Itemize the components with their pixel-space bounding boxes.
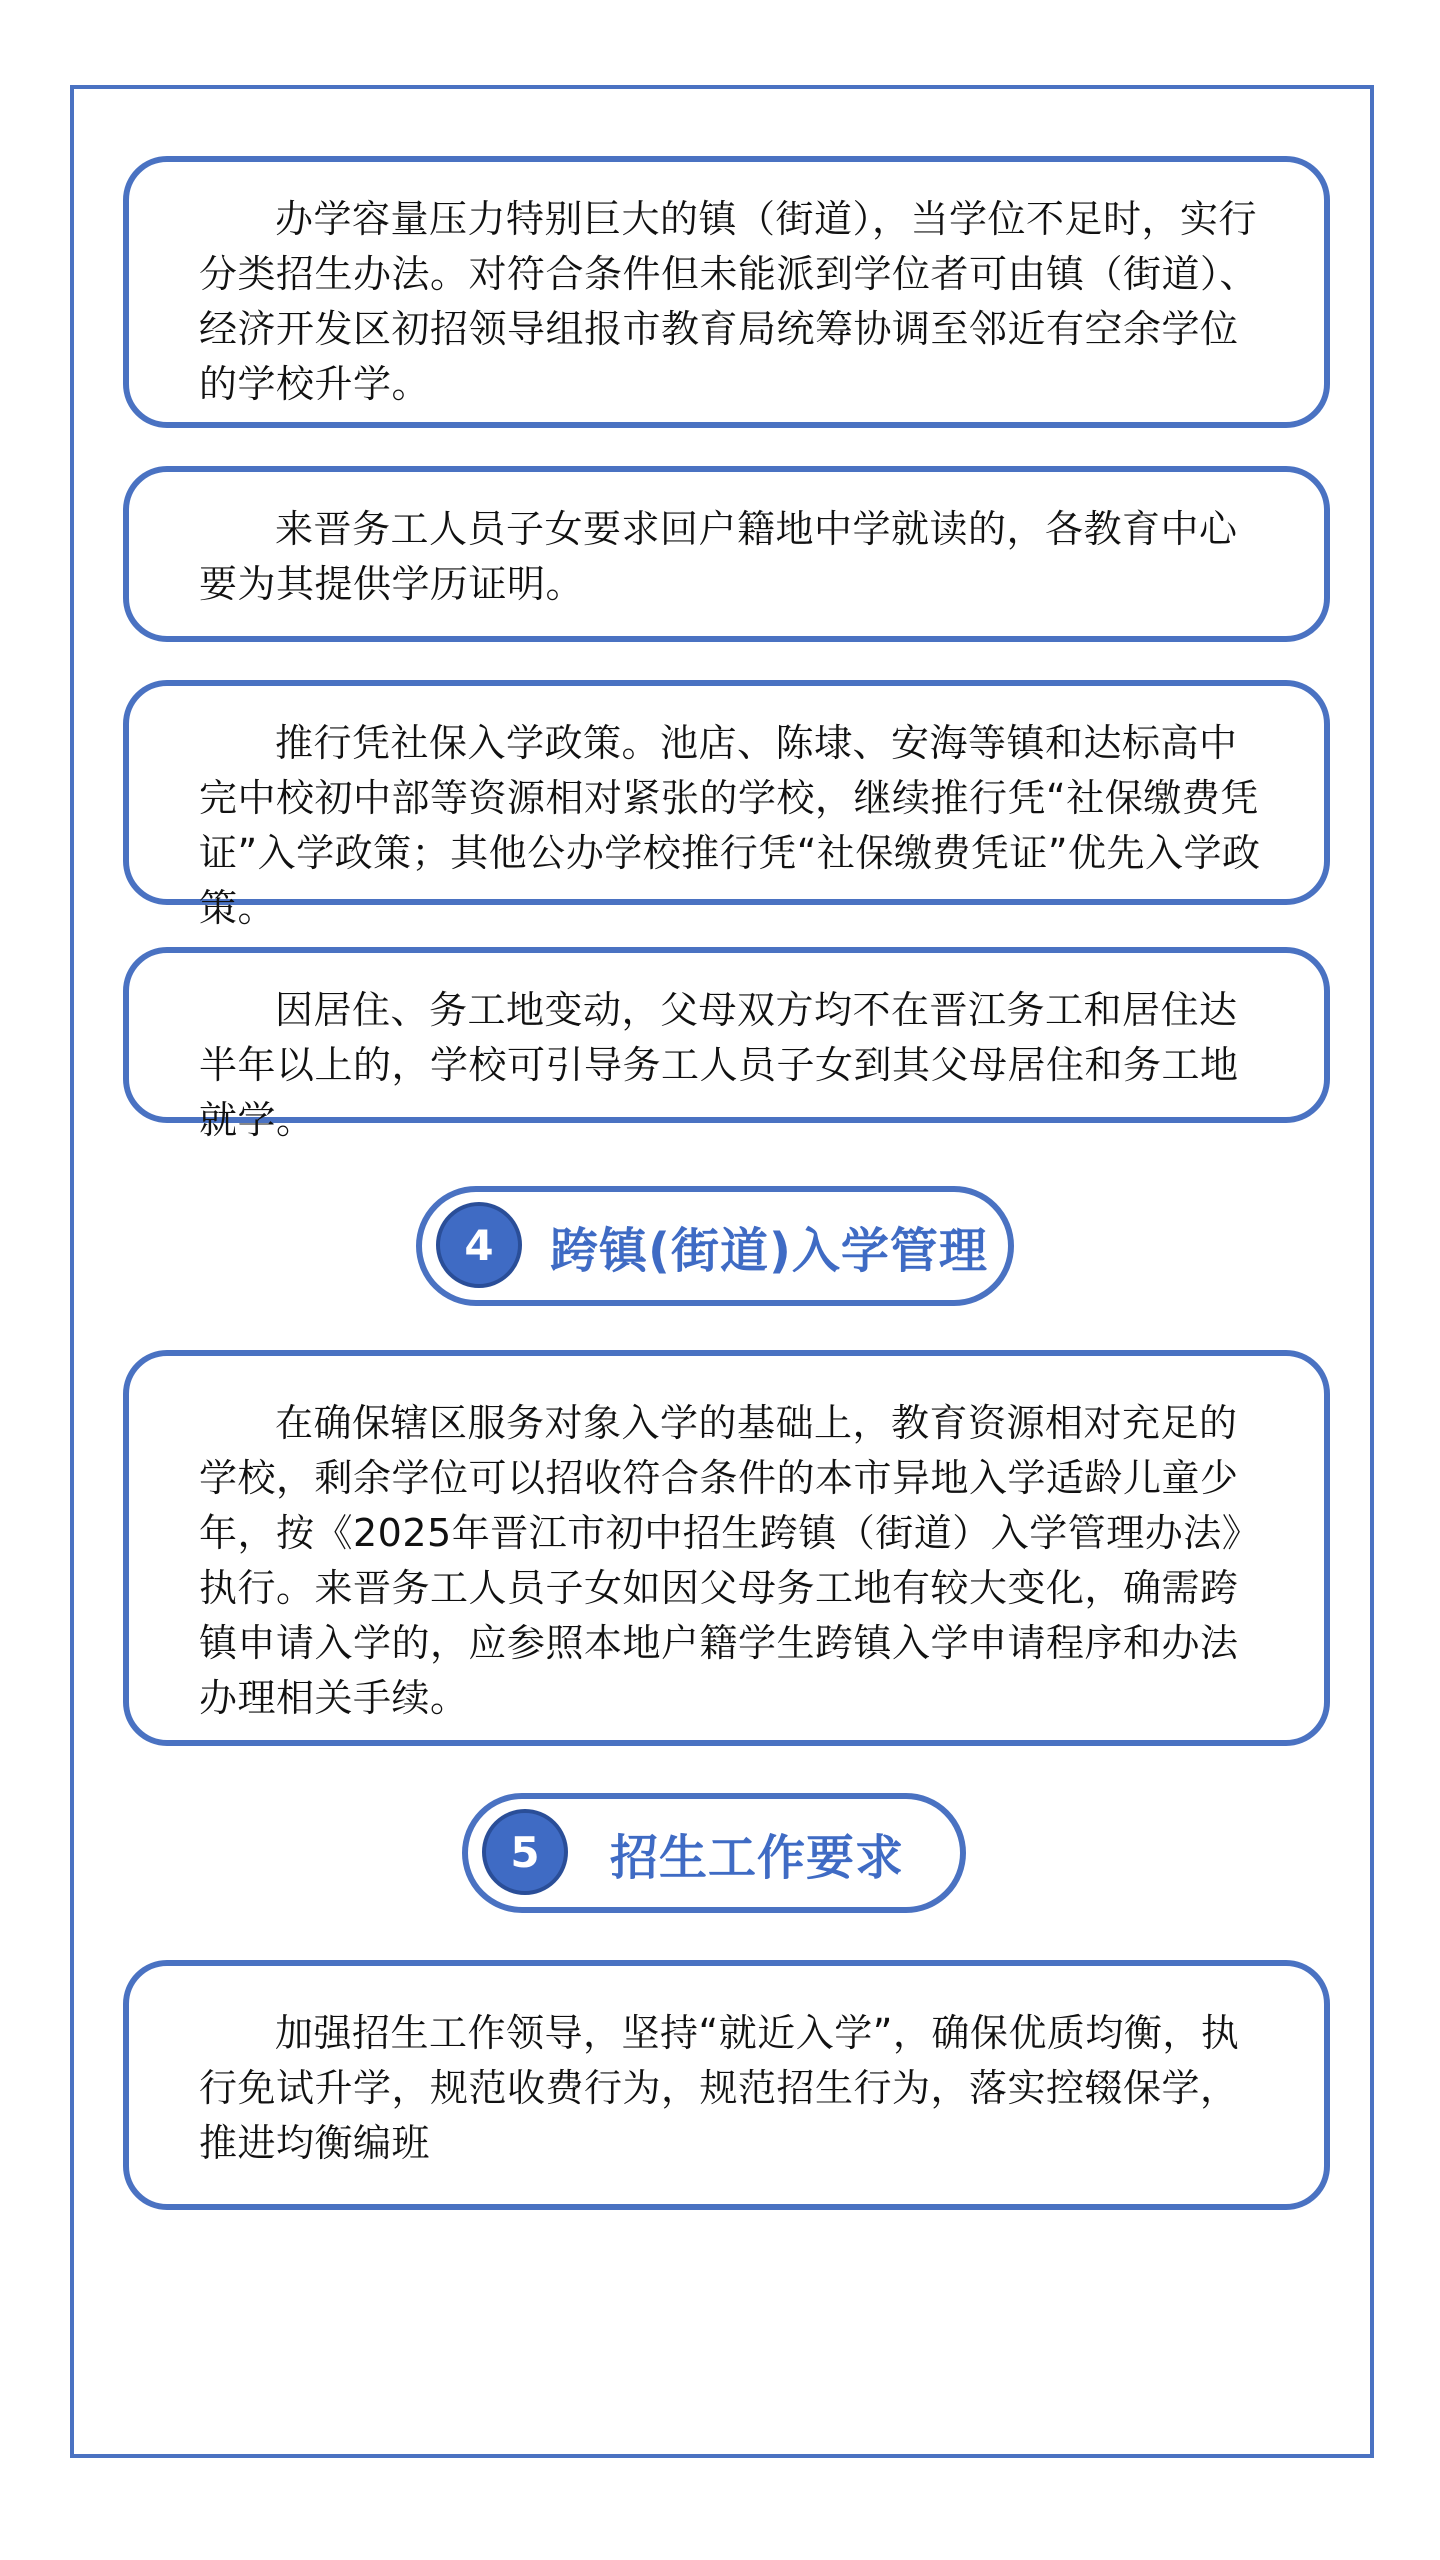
section-number-badge: 4 — [436, 1202, 522, 1288]
info-card-diploma — [123, 466, 1330, 642]
section-title: 跨镇(街道)入学管理 — [550, 1222, 988, 1279]
info-card-cross-town — [123, 1350, 1330, 1746]
info-card-relocation — [123, 947, 1330, 1142]
info-card-requirements — [123, 1960, 1330, 2210]
card-text: 来晋务工人员子女要求回户籍地中学就读的，各教育中心要为其提供学历证明。 — [199, 507, 1238, 606]
info-card-social-security — [123, 680, 1330, 930]
info-card-capacity — [123, 156, 1330, 428]
section-heading-5 — [462, 1793, 966, 1913]
card-text: 办学容量压力特别巨大的镇（街道），当学位不足时，实行分类招生办法。对符合条件但未能派到学位者可由镇（街道）、经济开发区初招领导组报市教育局统筹协调至邻近有空余学位的学校升学。 — [199, 197, 1259, 406]
section-title: 招生工作要求 — [610, 1829, 905, 1886]
section-heading-4 — [416, 1186, 1014, 1306]
card-text: 在确保辖区服务对象入学的基础上，教育资源相对充足的学校，剩余学位可以招收符合条件的本市异地入学适龄儿童少年，按《2025年晋江市初中招生跨镇（街道）入学管理办法》执行。来晋务工人员子女如因父母务工地有较大变化，确需跨镇申请入学的，应参照本地户籍学生跨镇入学申请程序和办法办理相关手续。 — [199, 1401, 1261, 1720]
card-text: 推行凭社保入学政策。池店、陈埭、安海等镇和达标高中完中校初中部等资源相对紧张的学校，继续推行凭“社保缴费凭证”入学政策；其他公办学校推行凭“社保缴费凭证”优先入学政策。 — [199, 721, 1261, 930]
card-text: 因居住、务工地变动，父母双方均不在晋江务工和居住达半年以上的，学校可引导务工人员子女到其父母居住和务工地就学。 — [199, 988, 1239, 1142]
section-number-badge: 5 — [482, 1809, 568, 1895]
card-text: 加强招生工作领导，坚持“就近入学”，确保优质均衡，执行免试升学，规范收费行为，规范招生行为，落实控辍保学，推进均衡编班 — [199, 2011, 1240, 2165]
